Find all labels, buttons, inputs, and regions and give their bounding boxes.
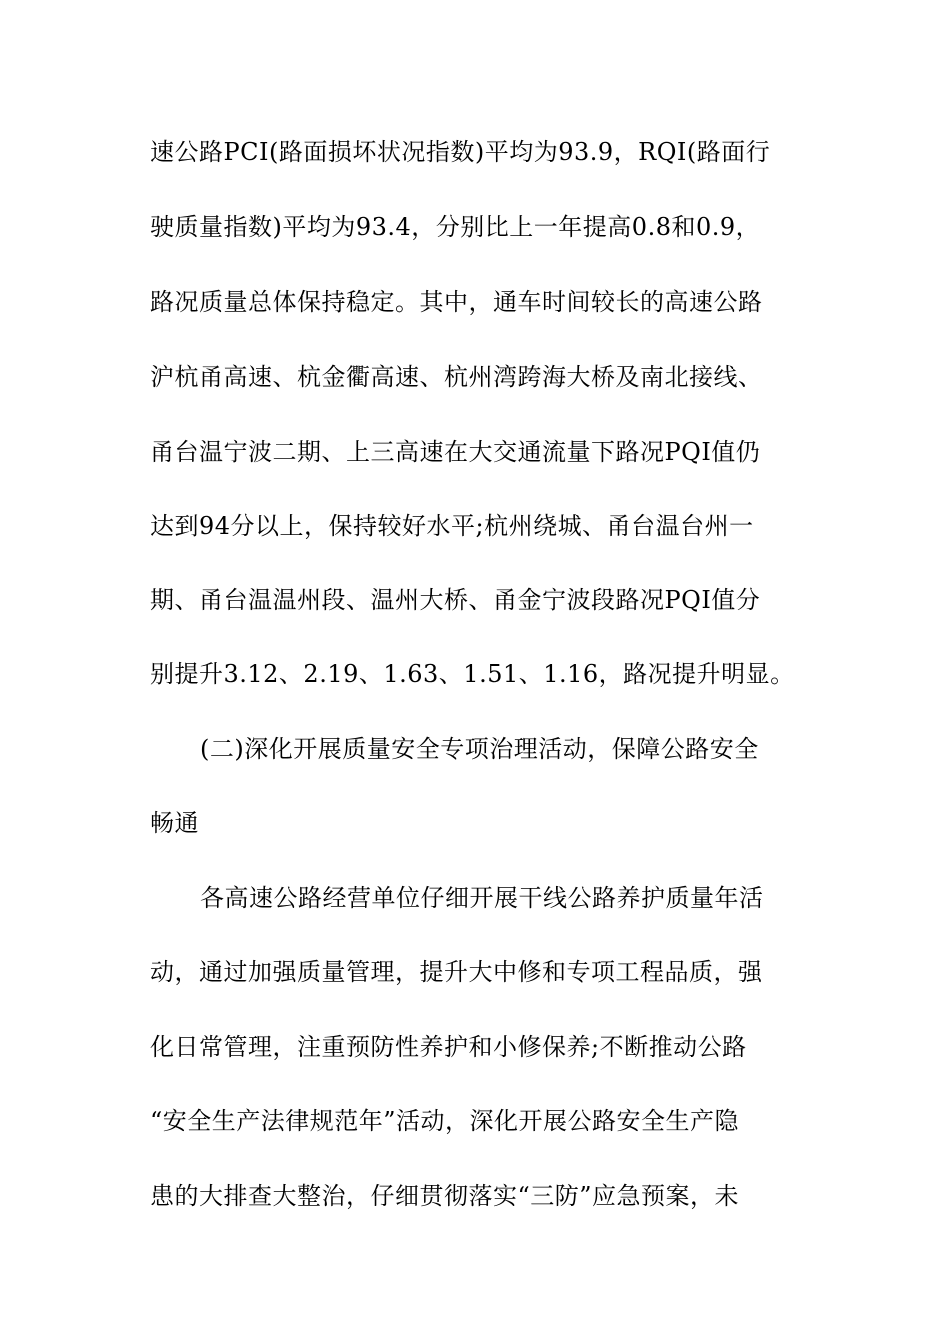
text-line: “安全生产法律规范年”活动，深化开展公路安全生产隐 [150,1107,740,1135]
text-line: 速公路PCI(路面损坏状况指数)平均为93.9，RQI(路面行 [150,138,771,166]
text-line: 患的大排查大整治，仔细贯彻落实“三防”应急预案，未 [150,1182,740,1210]
text-line: 动，通过加强质量管理，提升大中修和专项工程品质，强 [150,958,763,986]
text-line: 化日常管理，注重预防性养护和小修保养;不断推动公路 [150,1033,747,1061]
text-line: 别提升3.12、2.19、1.63、1.51、1.16，路况提升明显。 [150,660,795,688]
section-heading-line: 畅通 [150,809,199,837]
text-line: 期、甬台温温州段、温州大桥、甬金宁波段路况PQI值分 [150,586,761,614]
text-line: 驶质量指数)平均为93.4，分别比上一年提高0.8和0.9， [150,213,761,241]
paragraph-first-line: 各高速公路经营单位仔细开展干线公路养护质量年活 [200,884,764,912]
text-line: 达到94分以上，保持较好水平;杭州绕城、甬台温台州一 [150,512,754,540]
text-line: 甬台温宁波二期、上三高速在大交通流量下路况PQI值仍 [150,438,761,466]
section-heading-line: (二)深化开展质量安全专项治理活动，保障公路安全 [200,735,759,763]
text-line: 路况质量总体保持稳定。其中，通车时间较长的高速公路 [150,288,763,316]
text-line: 沪杭甬高速、杭金衢高速、杭州湾跨海大桥及南北接线、 [150,363,763,391]
